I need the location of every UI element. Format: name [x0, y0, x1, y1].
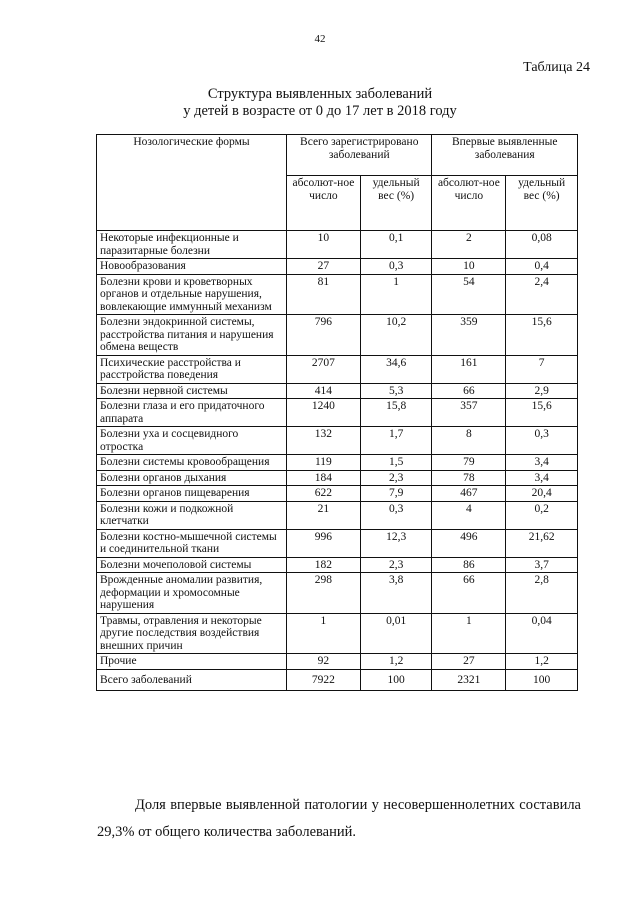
row-total-abs: 622 [287, 486, 361, 502]
row-new-pct: 20,4 [506, 486, 578, 502]
row-new-abs: 4 [432, 501, 506, 529]
row-total-abs: 1240 [287, 399, 361, 427]
row-total-abs: 796 [287, 315, 361, 356]
header-total-registered: Всего зарегистрировано заболеваний [287, 135, 432, 176]
row-new-abs: 8 [432, 427, 506, 455]
row-new-abs: 467 [432, 486, 506, 502]
row-name: Болезни системы кровообращения [97, 455, 287, 471]
row-total-abs: 27 [287, 259, 361, 275]
row-new-pct: 2,4 [506, 274, 578, 315]
row-new-pct: 15,6 [506, 315, 578, 356]
row-name: Болезни органов пищеварения [97, 486, 287, 502]
table-row [97, 231, 578, 259]
table-row [97, 486, 578, 502]
row-name: Болезни мочеполовой системы [97, 557, 287, 573]
row-name: Болезни уха и сосцевидного отростка [97, 427, 287, 455]
row-new-abs: 496 [432, 529, 506, 557]
row-name: Психические расстройства и расстройства поведения [97, 355, 287, 383]
row-name: Некоторые инфекционные и паразитарные болезни [97, 231, 287, 259]
row-new-pct: 2,9 [506, 383, 578, 399]
row-total-abs: 182 [287, 557, 361, 573]
row-total-abs: 184 [287, 470, 361, 486]
title-line-1: Структура выявленных заболеваний [207, 86, 433, 102]
row-new-abs: 359 [432, 315, 506, 356]
row-new-pct: 3,4 [506, 470, 578, 486]
row-new-abs: 1 [432, 613, 506, 654]
row-total-abs: 10 [287, 231, 361, 259]
row-new-pct: 0,2 [506, 501, 578, 529]
row-name: Прочие [97, 654, 287, 670]
row-new-pct: 1,2 [506, 654, 578, 670]
row-new-pct: 21,62 [506, 529, 578, 557]
row-name: Врожденные аномалии развития, деформации и хромосомные нарушения [97, 573, 287, 614]
row-total-pct: 1,7 [360, 427, 432, 455]
table-row [97, 501, 578, 529]
row-new-abs: 66 [432, 383, 506, 399]
row-new-pct: 2,8 [506, 573, 578, 614]
row-total-pct: 12,3 [360, 529, 432, 557]
table-row [97, 383, 578, 399]
table-row [97, 427, 578, 455]
row-total-abs: 81 [287, 274, 361, 315]
summary-paragraph [97, 792, 581, 846]
paragraph-line-1: Доля впервые выявленной патологии у несовершеннолетних составила [135, 797, 581, 813]
row-new-abs: 78 [432, 470, 506, 486]
row-total-abs: 2707 [287, 355, 361, 383]
row-new-abs: 357 [432, 399, 506, 427]
row-total-pct: 1 [360, 274, 432, 315]
table-body [97, 231, 578, 691]
row-total-pct: 0,3 [360, 501, 432, 529]
row-total-pct: 34,6 [360, 355, 432, 383]
title-line-2: у детей в возрасте от 0 до 17 лет в 2018 году [183, 103, 457, 119]
table-row [97, 355, 578, 383]
total-new-pct: 100 [506, 669, 578, 691]
row-new-pct: 0,04 [506, 613, 578, 654]
header-new-share: удельный вес (%) [506, 176, 578, 231]
row-total-pct: 1,2 [360, 654, 432, 670]
row-name: Болезни крови и кроветворных органов и отдельные нарушения, вовлекающие иммунный механизм [97, 274, 287, 315]
row-new-abs: 54 [432, 274, 506, 315]
page-number: 42 [314, 33, 326, 45]
row-total-pct: 2,3 [360, 557, 432, 573]
header-newly-detected: Впервые выявленные заболевания [432, 135, 578, 176]
table-row [97, 470, 578, 486]
disease-structure-table [96, 134, 578, 691]
header-nosological-forms: Нозологические формы [97, 135, 287, 231]
row-total-abs: 119 [287, 455, 361, 471]
table-row [97, 259, 578, 275]
table-row [97, 274, 578, 315]
row-new-abs: 2 [432, 231, 506, 259]
table-row [97, 399, 578, 427]
header-total-abs: абсолют-ное число [287, 176, 361, 231]
row-name: Болезни нервной системы [97, 383, 287, 399]
total-pct: 100 [360, 669, 432, 691]
row-total-pct: 0,1 [360, 231, 432, 259]
row-new-pct: 15,6 [506, 399, 578, 427]
row-total-abs: 298 [287, 573, 361, 614]
table-title [0, 86, 640, 120]
row-new-pct: 7 [506, 355, 578, 383]
total-new-abs: 2321 [432, 669, 506, 691]
table-label: Таблица 24 [523, 60, 590, 75]
row-total-abs: 21 [287, 501, 361, 529]
total-name: Всего заболеваний [97, 669, 287, 691]
row-new-pct: 0,3 [506, 427, 578, 455]
row-total-abs: 414 [287, 383, 361, 399]
row-total-pct: 3,8 [360, 573, 432, 614]
row-name: Болезни органов дыхания [97, 470, 287, 486]
row-new-pct: 3,7 [506, 557, 578, 573]
row-total-abs: 996 [287, 529, 361, 557]
row-name: Травмы, отравления и некоторые другие последствия воздействия внешних причин [97, 613, 287, 654]
header-new-abs: абсолют-ное число [432, 176, 506, 231]
row-new-abs: 66 [432, 573, 506, 614]
total-abs: 7922 [287, 669, 361, 691]
row-name: Болезни костно-мышечной системы и соединительной ткани [97, 529, 287, 557]
row-total-pct: 10,2 [360, 315, 432, 356]
table-row [97, 613, 578, 654]
row-new-pct: 3,4 [506, 455, 578, 471]
row-name: Новообразования [97, 259, 287, 275]
row-total-pct: 1,5 [360, 455, 432, 471]
row-new-abs: 10 [432, 259, 506, 275]
row-name: Болезни эндокринной системы, расстройства питания и нарушения обмена веществ [97, 315, 287, 356]
row-name: Болезни кожи и подкожной клетчатки [97, 501, 287, 529]
table-row [97, 573, 578, 614]
table-row [97, 557, 578, 573]
row-new-pct: 0,08 [506, 231, 578, 259]
table-row [97, 315, 578, 356]
row-new-abs: 161 [432, 355, 506, 383]
row-new-abs: 27 [432, 654, 506, 670]
row-total-pct: 2,3 [360, 470, 432, 486]
row-total-pct: 5,3 [360, 383, 432, 399]
row-total-pct: 15,8 [360, 399, 432, 427]
row-name: Болезни глаза и его придаточного аппарата [97, 399, 287, 427]
header-row-1 [97, 135, 578, 176]
row-total-abs: 92 [287, 654, 361, 670]
row-total-abs: 132 [287, 427, 361, 455]
row-new-abs: 86 [432, 557, 506, 573]
total-row [97, 669, 578, 691]
row-total-pct: 0,01 [360, 613, 432, 654]
table-row [97, 529, 578, 557]
header-total-share: удельный вес (%) [360, 176, 432, 231]
paragraph-line-2: 29,3% от общего количества заболеваний. [97, 824, 356, 840]
row-total-pct: 7,9 [360, 486, 432, 502]
row-total-pct: 0,3 [360, 259, 432, 275]
row-new-abs: 79 [432, 455, 506, 471]
row-new-pct: 0,4 [506, 259, 578, 275]
row-total-abs: 1 [287, 613, 361, 654]
table-row [97, 654, 578, 670]
table-row [97, 455, 578, 471]
